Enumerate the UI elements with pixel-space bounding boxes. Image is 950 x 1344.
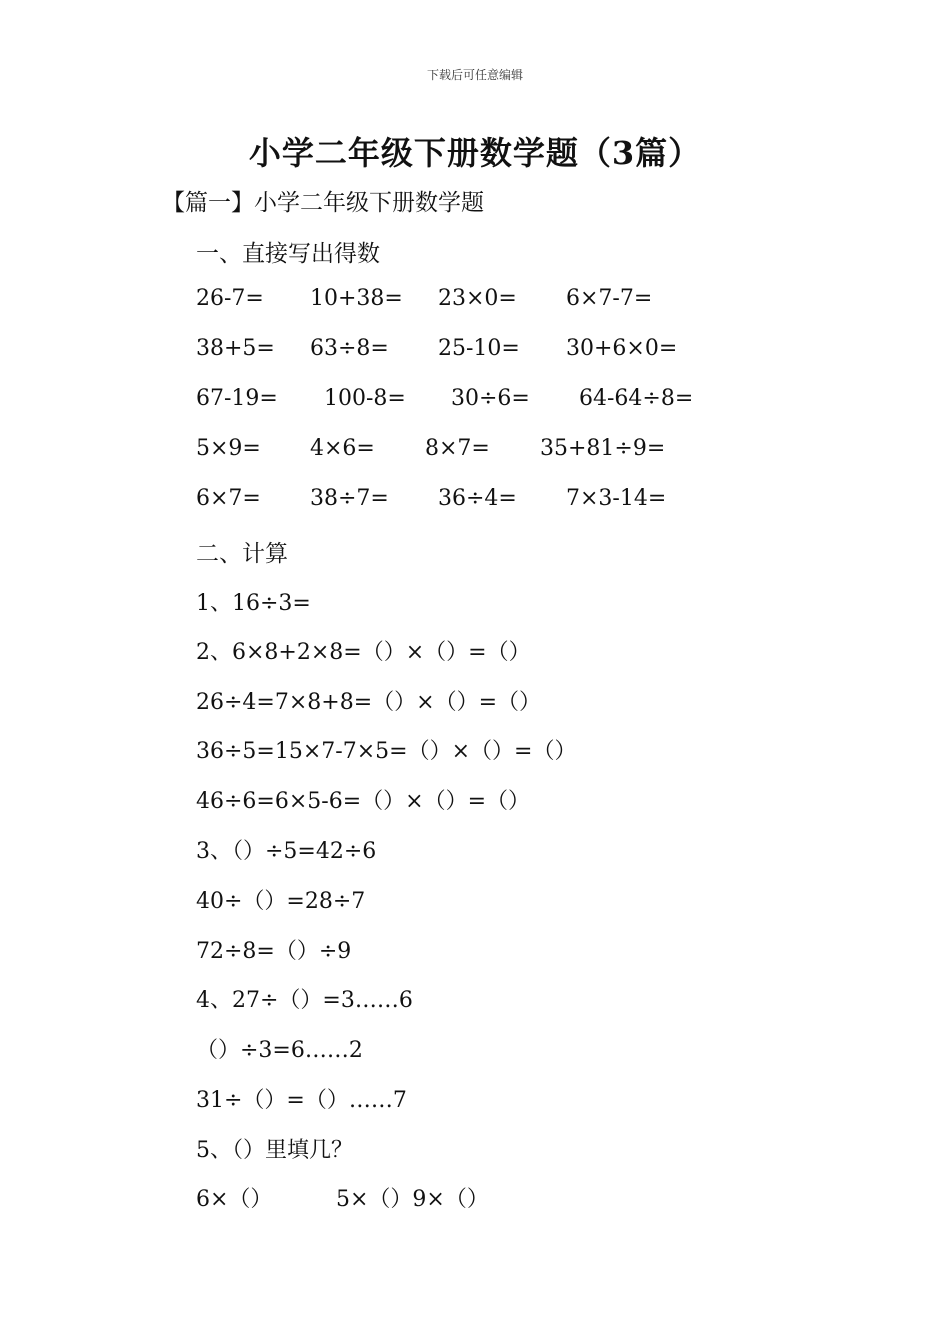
- problem-cell: 30÷6=: [451, 386, 530, 411]
- problem-line: 5、（）里填几？: [196, 1138, 353, 1163]
- problem-cell: 25-10=: [438, 336, 520, 361]
- problem-cell: 26-7=: [196, 286, 264, 311]
- problem-line: 72÷8=（）÷9: [196, 939, 352, 964]
- problem-line: 4、27÷（）=3……6: [196, 988, 413, 1013]
- section-heading-direct-answers: 一、直接写出得数: [196, 241, 380, 267]
- problem-cell: 23×0=: [438, 286, 517, 311]
- problem-cell: 36÷4=: [438, 486, 517, 511]
- problem-line: 40÷（）=28÷7: [196, 889, 366, 914]
- problem-cell: 38÷7=: [310, 486, 389, 511]
- problem-cell: 63÷8=: [310, 336, 389, 361]
- problem-cell: 67-19=: [196, 386, 278, 411]
- problem-line: 46÷6=6×5-6=（）×（）=（）: [196, 789, 531, 814]
- problem-line: 26÷4=7×8+8=（）×（）=（）: [196, 690, 542, 715]
- part-heading: 【篇一】小学二年级下册数学题: [162, 190, 484, 216]
- problem-cell: 35+81÷9=: [540, 436, 666, 461]
- problem-cell: 8×7=: [425, 436, 490, 461]
- problem-cell: 100-8=: [324, 386, 406, 411]
- section-heading-calculation: 二、计算: [196, 541, 288, 567]
- problem-line: 5×（）9×（）: [336, 1187, 489, 1212]
- problem-cell: 30+6×0=: [566, 336, 678, 361]
- problem-cell: 38+5=: [196, 336, 275, 361]
- problem-cell: 64-64÷8=: [579, 386, 694, 411]
- problem-cell: 6×7-7=: [566, 286, 653, 311]
- problem-line: （）÷3=6……2: [196, 1038, 363, 1063]
- problem-cell: 4×6=: [310, 436, 375, 461]
- document-title: 小学二年级下册数学题（3篇）: [248, 134, 702, 172]
- header-note: 下载后可任意编辑: [426, 68, 523, 82]
- problem-cell: 5×9=: [196, 436, 261, 461]
- problem-cell: 10+38=: [310, 286, 403, 311]
- problem-line: 31÷（）=（）……7: [196, 1088, 407, 1113]
- problem-line: 6×（）: [196, 1187, 273, 1212]
- problem-cell: 7×3-14=: [566, 486, 667, 511]
- problem-line: 3、（）÷5=42÷6: [196, 839, 377, 864]
- problem-line: 36÷5=15×7-7×5=（）×（）=（）: [196, 739, 577, 764]
- problem-cell: 6×7=: [196, 486, 261, 511]
- problem-line: 2、6×8+2×8=（）×（）=（）: [196, 640, 531, 665]
- problem-line: 1、16÷3=: [196, 591, 311, 616]
